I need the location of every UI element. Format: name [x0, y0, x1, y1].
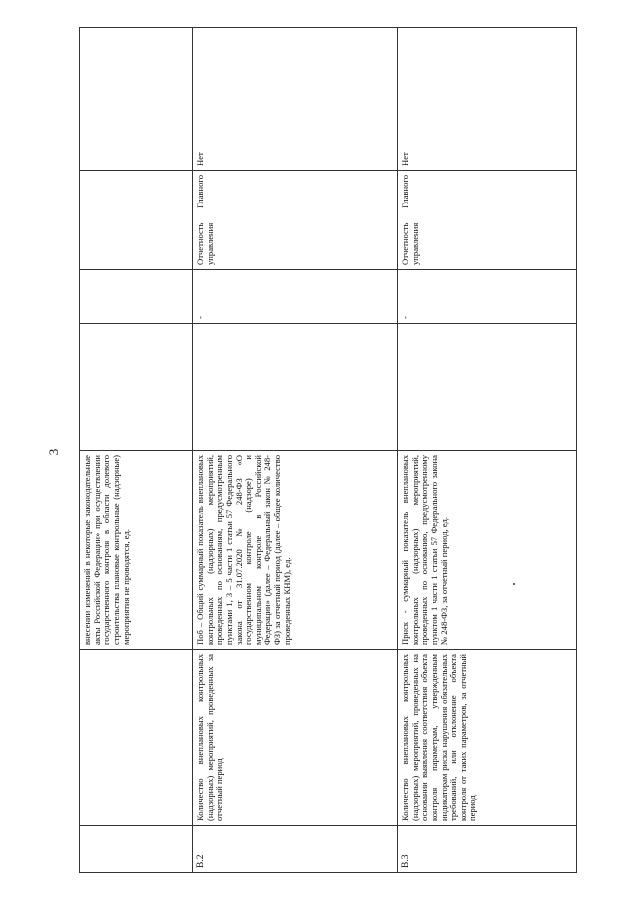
scan-speck — [513, 583, 515, 585]
cell-name: Количество внеплановых контрольных (надзорных) мероприятий, проведенных за отчетный период — [193, 650, 398, 826]
cell-col5 — [80, 270, 193, 324]
table-row — [398, 28, 577, 873]
cell-source: Отчетность Главного управления — [398, 171, 577, 270]
cell-name — [80, 650, 193, 826]
cell-col5: - — [193, 270, 398, 324]
cell-name: Количество внеплановых контрольных (надзорных) мероприятий, проведенных на основании выявления соответствия объекта контроля параметрам, утвержденным индикаторам риска нарушения обязательных требований, или отклонение объекта контроля от таких параметров, за отчетный период — [398, 650, 577, 826]
cell-code — [80, 826, 193, 873]
cell-col4 — [398, 324, 577, 451]
table-row — [193, 28, 398, 873]
cell-source: Отчетность Главного управления — [193, 171, 398, 270]
cell-formula: Прнск - суммарный показатель внеплановых контрольных (надзорных) мероприятий, проведенных по основанию, предусмотренному пунктом 1 части 1 статьи 57 Федерального закона № 248-ФЗ, за отчетный период, ед. — [398, 451, 577, 650]
cell-col5: - — [398, 270, 577, 324]
page-number: 3 — [46, 448, 61, 456]
cell-value: Нет — [398, 28, 577, 171]
cell-formula: внесении изменений в некоторые законодательные акты Российской Федерации» при осуществлении государственного контроля в области долевого строительства плановые контрольные (надзорные) мероприятия не проводятся, ед. — [80, 451, 193, 650]
cell-value — [80, 28, 193, 171]
indicator-table — [79, 27, 577, 873]
rotated-table-container — [79, 28, 576, 873]
cell-col4 — [193, 324, 398, 451]
table-row — [80, 28, 193, 873]
cell-code: В.2 — [193, 826, 398, 873]
cell-value: Нет — [193, 28, 398, 171]
cell-formula: Поб – Общий суммарный показатель внеплановых контрольных (надзорных) мероприятий, проведенных по основаниям, предусмотренным пунктами 1, 3 – 5 части 1 статьи 57 Федерального закона от 31.07.2020 № 248-ФЗ «О государственном контроле (надзоре) и муниципальном контроле в Российской Федерации» (далее – Федеральный закон № 248-ФЗ) за отчетный период (далее – общее количество проведенных КНМ), ед. — [193, 451, 398, 650]
cell-code: В.3 — [398, 826, 577, 873]
cell-col4 — [80, 324, 193, 451]
cell-source — [80, 171, 193, 270]
